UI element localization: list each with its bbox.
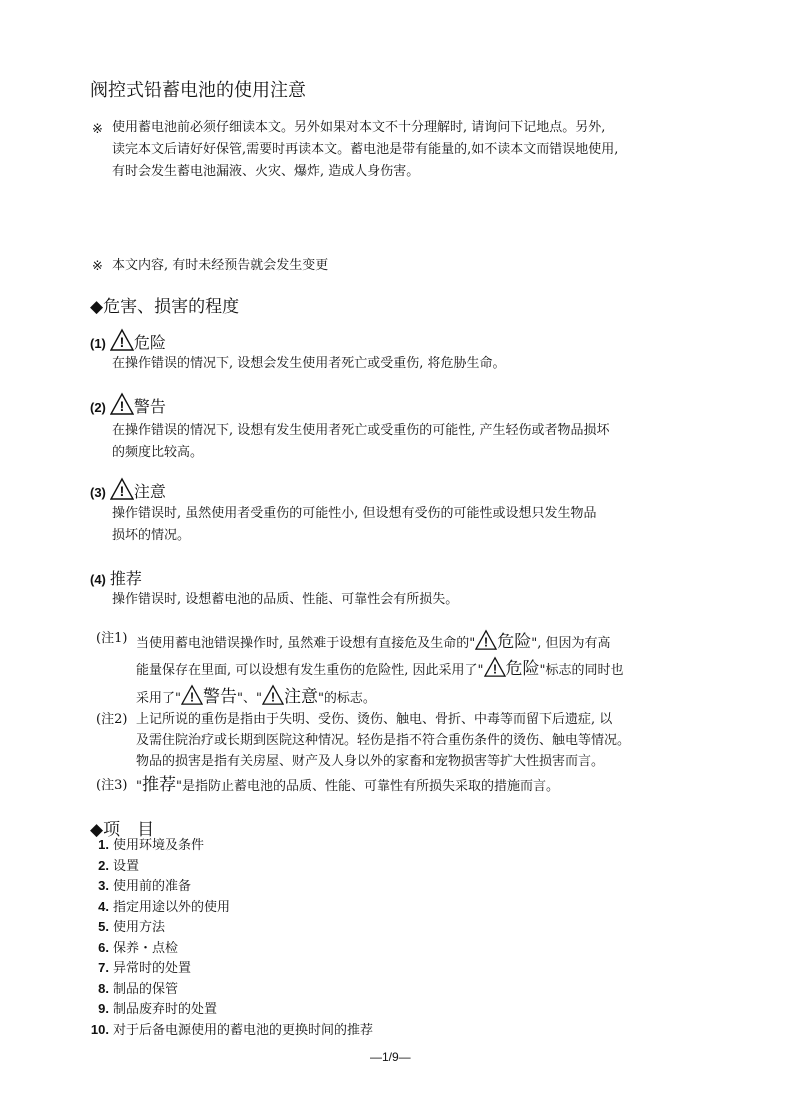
svg-text:!: ! (270, 689, 276, 705)
note-mark: (注2) (96, 712, 128, 727)
list-item (85, 1020, 373, 1041)
note-mark: ※ (92, 122, 103, 137)
level-description-1 (112, 353, 506, 375)
warning-triangle-icon (484, 656, 506, 678)
note-text: 采用了" (136, 691, 181, 706)
level-line: 损坏的情况。 (112, 528, 191, 543)
item-text: 保养・点检 (113, 940, 179, 956)
level-label: 危险 (133, 333, 166, 352)
note-keyword: 警告 (202, 687, 237, 707)
note-text: "的标志。 (317, 691, 376, 706)
list-item (85, 999, 373, 1020)
level-line: 操作错误时, 设想蓄电池的品质、性能、可靠性会有所损失。 (112, 592, 459, 607)
item-text: 异常时的处置 (113, 961, 192, 976)
level-label: 推荐 (109, 569, 142, 588)
items-list (85, 835, 373, 1040)
item-text: 使用方法 (113, 920, 166, 935)
item-text: 制品的保管 (113, 981, 179, 997)
section-title: 项 目 (103, 820, 155, 840)
item-number: 5. (98, 919, 109, 934)
warning-triangle-icon (475, 629, 497, 651)
note-2-body (136, 709, 630, 772)
note-text: 当使用蓄电池错误操作时, 虽然难于设想有直接危及生命的" (136, 636, 476, 651)
level-heading-2 (90, 392, 166, 417)
item-text: 使用前的准备 (113, 879, 192, 894)
item-number: 2. (98, 857, 109, 873)
list-item (85, 856, 373, 877)
list-item (85, 958, 373, 979)
level-heading-1 (90, 328, 166, 353)
note-mark: ※ (92, 259, 103, 274)
section-heading-degree (90, 292, 239, 317)
note-text: "是指防止蓄电池的品质、性能、可靠性有所损失采取的措施而言。 (175, 779, 559, 794)
level-description-4 (112, 589, 458, 611)
item-number: 4. (98, 898, 109, 914)
section-title: 危害、损害的程度 (103, 297, 240, 317)
list-item (85, 876, 373, 897)
note-line: 上记所说的重伤是指由于失明、受伤、烫伤、触电、骨折、中毒等而留下后遗症, 以 (136, 712, 613, 727)
level-number: (3) (90, 485, 106, 500)
page-number: —1/9— (370, 1050, 411, 1064)
level-line: 在操作错误的情况下, 设想会发生使用者死亡或受重伤, 将危胁生命。 (112, 356, 506, 371)
note-keyword: 推荐 (141, 775, 176, 795)
note-keyword: 危险 (505, 659, 540, 679)
note-keyword: 危险 (497, 632, 532, 652)
svg-text:!: ! (492, 661, 497, 677)
note-text: "标志的同时也 (539, 663, 624, 678)
change-note: 本文内容, 有时未经预告就会发生变更 (112, 258, 329, 273)
level-label: 注意 (133, 482, 166, 501)
note-1-line-1 (136, 629, 611, 656)
item-number: 6. (98, 939, 109, 955)
note-1-line-3 (136, 684, 376, 711)
diamond-bullet-icon: ◆ (90, 820, 104, 840)
list-item (85, 917, 373, 938)
note-keyword: 注意 (283, 687, 318, 707)
warning-triangle-icon (110, 392, 134, 416)
svg-text:!: ! (119, 334, 125, 350)
list-item (85, 897, 373, 918)
note-1-line-2 (136, 656, 624, 683)
note-3-body (136, 774, 559, 798)
level-number: (4) (90, 572, 106, 587)
level-line: 在操作错误的情况下, 设想有发生使用者死亡或受重伤的可能性, 产生轻伤或者物品损坏 (112, 423, 610, 438)
intro-line: 有时会发生蓄电池漏液、火灾、爆炸, 造成人身伤害。 (112, 164, 420, 179)
note-mark: (注1) (96, 631, 128, 646)
note-text: 能量保存在里面, 可以设想有发生重伤的危险性, 因此采用了" (136, 663, 484, 678)
item-number: 3. (98, 878, 109, 893)
svg-text:!: ! (189, 689, 195, 705)
item-text: 使用环境及条件 (113, 838, 205, 853)
item-number: 10. (90, 1021, 109, 1037)
note-line: 及需住院治疗或长期到医院这种情况。轻伤是指不符合重伤条件的烫伤、触电等情况。 (136, 733, 631, 748)
item-text: 设置 (113, 858, 140, 874)
warning-triangle-icon (110, 477, 134, 501)
list-item (85, 979, 373, 1000)
level-heading-4 (90, 566, 142, 589)
item-text: 指定用途以外的使用 (113, 899, 231, 915)
level-number: (1) (90, 336, 106, 351)
list-item (85, 835, 373, 856)
item-number: 7. (98, 960, 109, 975)
note-text: " (136, 779, 142, 794)
level-description-2 (112, 420, 610, 464)
level-heading-3 (90, 477, 166, 502)
intro-line: 使用蓄电池前必须仔细读本文。另外如果对本文不十分理解时, 请询问下记地点。另外, (112, 120, 606, 135)
item-number: 9. (98, 1001, 109, 1016)
intro-paragraph (112, 117, 618, 183)
page-title: 阀控式铅蓄电池的使用注意 (90, 80, 306, 101)
diamond-bullet-icon: ◆ (90, 297, 104, 317)
level-label: 警告 (133, 397, 166, 416)
item-text: 对于后备电源使用的蓄电池的更换时间的推荐 (113, 1022, 374, 1038)
svg-text:!: ! (119, 483, 125, 499)
level-number: (2) (90, 400, 106, 415)
warning-triangle-icon (181, 684, 203, 706)
item-text: 制品废弃时的处置 (113, 1002, 218, 1017)
level-description-3 (112, 503, 597, 547)
note-line: 物品的损害是指有关房屋、财产及人身以外的家畜和宠物损害等扩大性损害而言。 (136, 754, 605, 769)
item-number: 8. (98, 980, 109, 996)
note-text: "、" (236, 691, 262, 706)
warning-triangle-icon (110, 328, 134, 352)
level-line: 的频度比较高。 (112, 445, 204, 460)
svg-text:!: ! (484, 634, 489, 650)
level-line: 操作错误时, 虽然使用者受重伤的可能性小, 但设想有受伤的可能性或设想只发生物品 (112, 506, 597, 521)
intro-line: 读完本文后请好好保管,需要时再读本文。蓄电池是带有能量的,如不读本文而错误地使用, (112, 142, 619, 157)
svg-text:!: ! (119, 398, 125, 414)
item-number: 1. (98, 837, 109, 852)
list-item (85, 938, 373, 959)
note-text: ", 但因为有高 (531, 636, 611, 651)
warning-triangle-icon (262, 684, 284, 706)
note-mark: (注3) (96, 778, 128, 793)
